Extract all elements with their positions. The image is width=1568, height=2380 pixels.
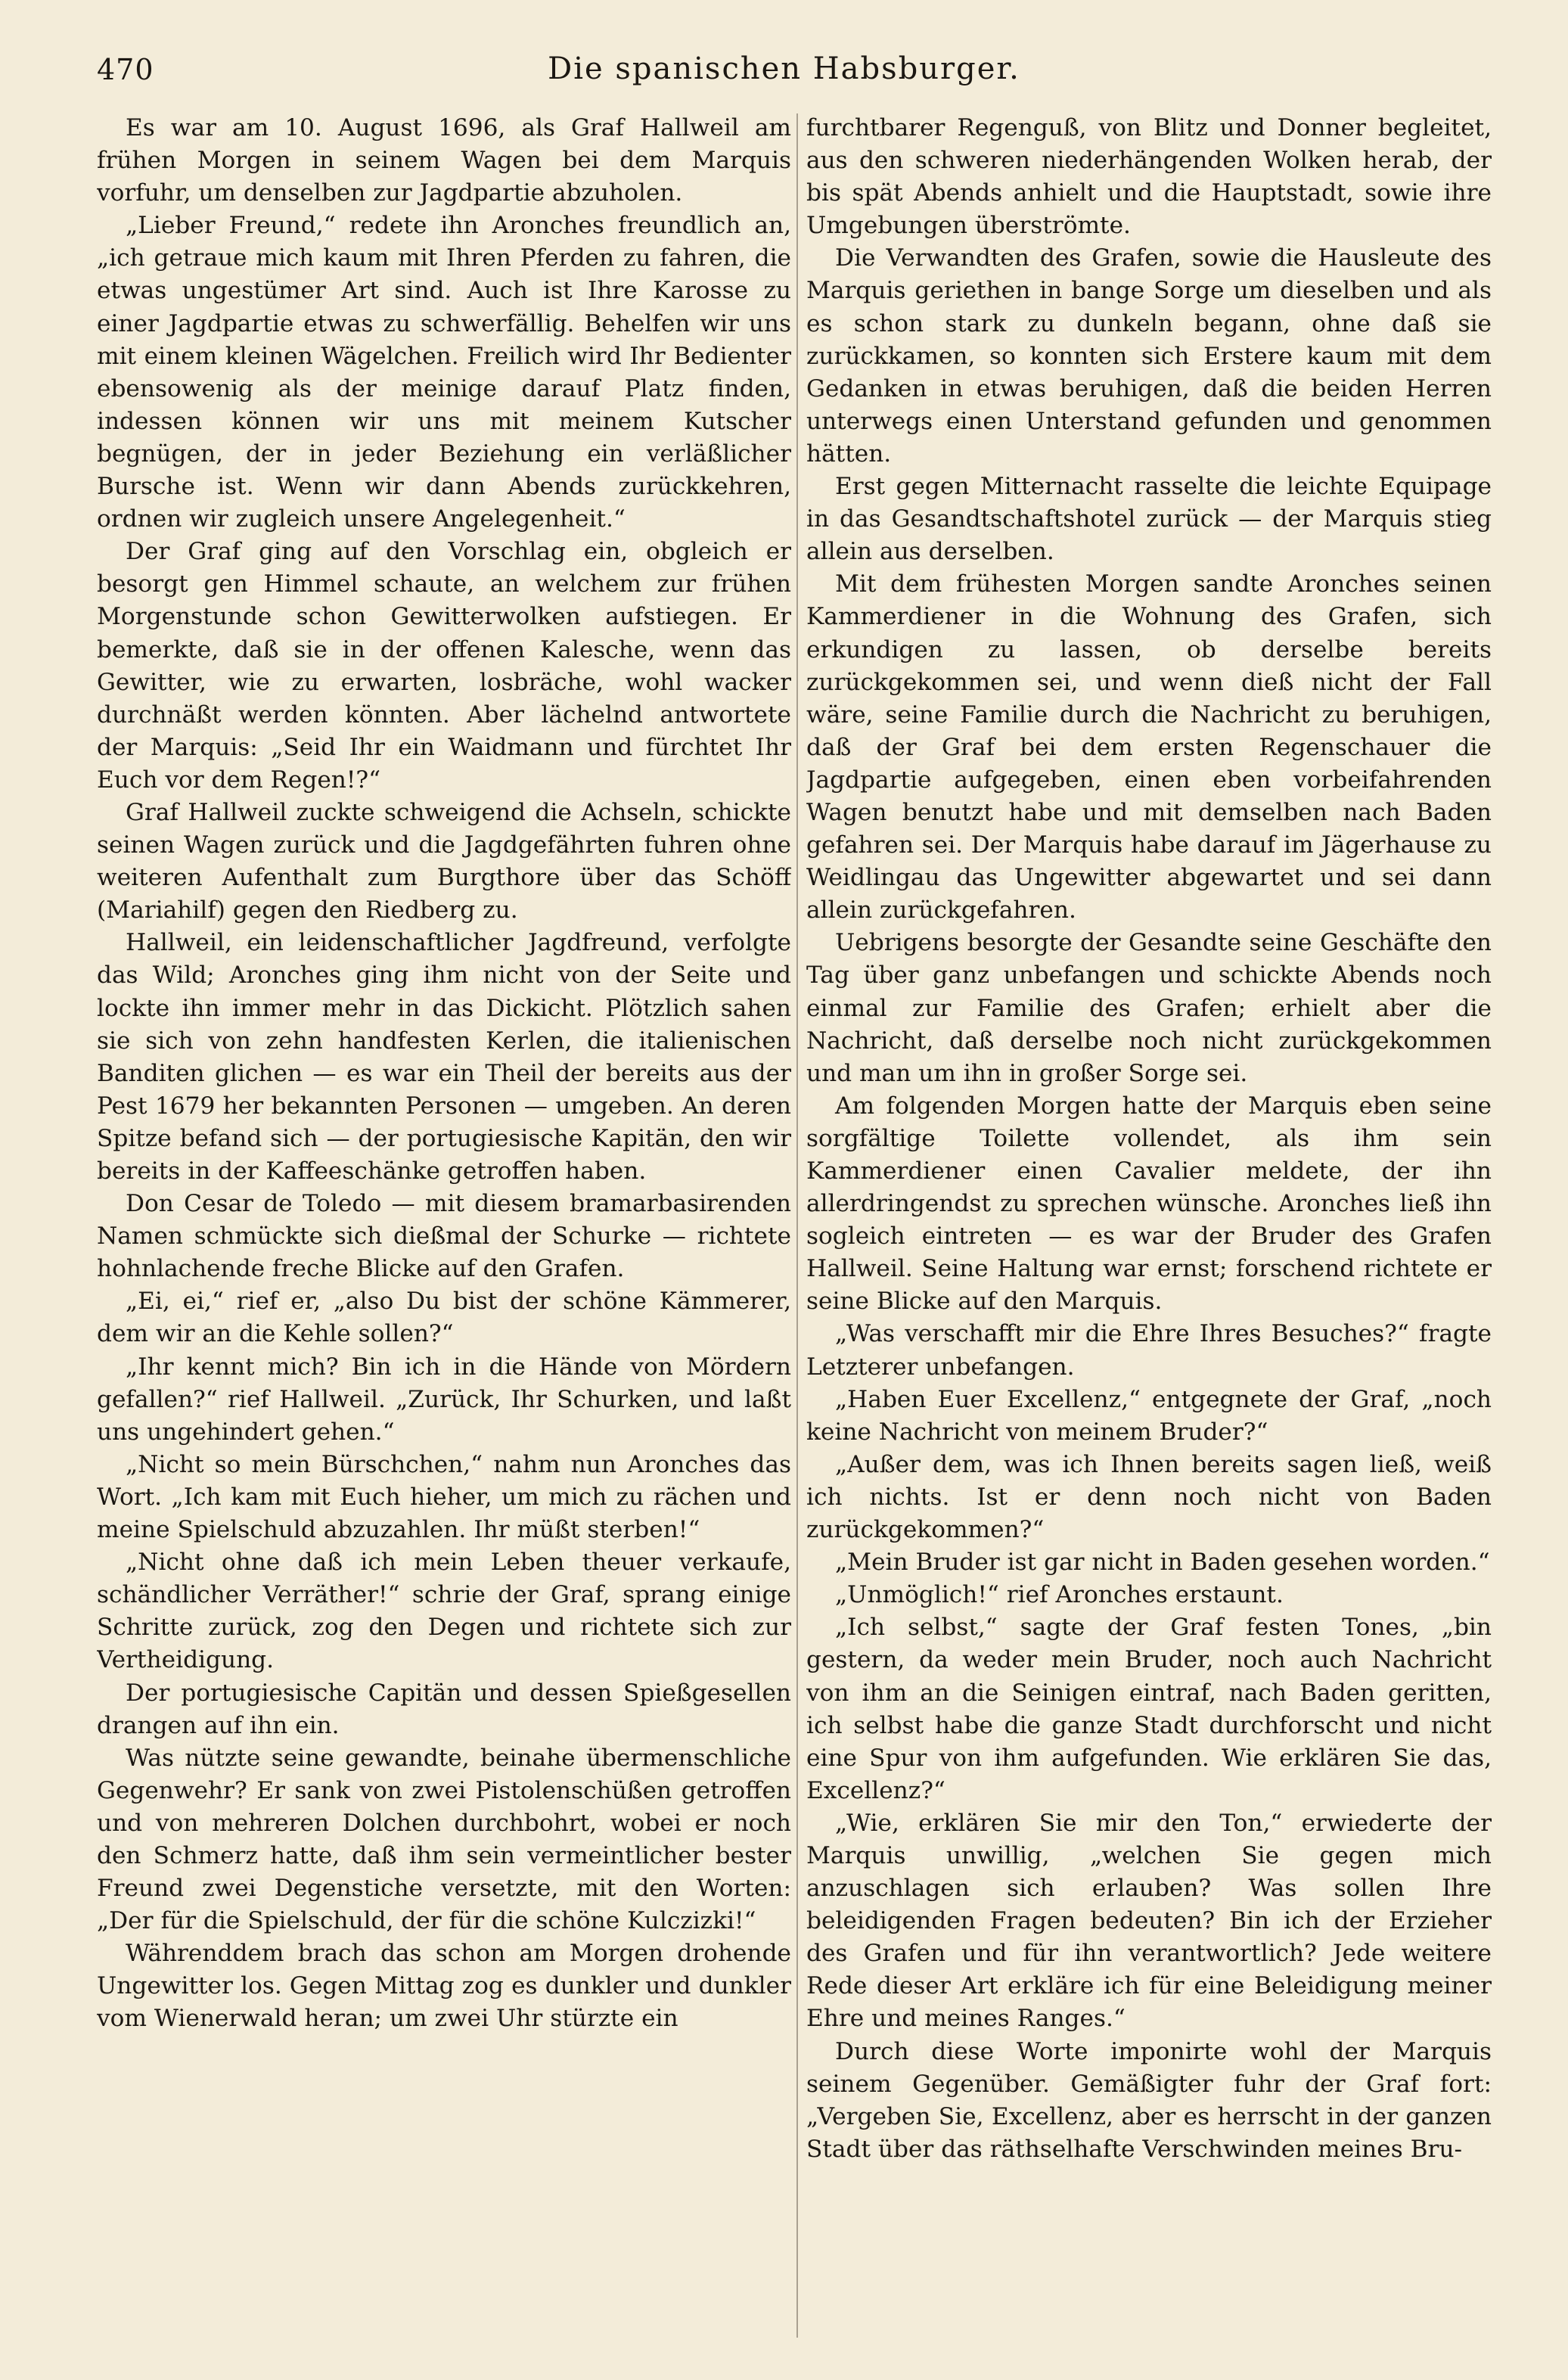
- paragraph: „Ihr kennt mich? Bin ich in die Hände von Mördern gefallen?“ rief Hallweil. „Zurück, Ihr Schurken, und laßt uns ungehindert gehen.“: [97, 1353, 791, 1446]
- paragraph: „Haben Euer Excellenz,“ entgegnete der Graf, „noch keine Nachricht von meinem Bruder?“: [806, 1385, 1492, 1446]
- paragraph: Graf Hallweil zuckte schweigend die Achseln, schickte seinen Wagen zurück und die Jagdgefährten fuhren ohne weiteren Aufenthalt zum Burgthore über das Schöff (Mariahilf) gegen den Riedberg zu.: [97, 798, 791, 924]
- paragraph: Was nützte seine gewandte, beinahe übermenschliche Gegenwehr? Er sank von zwei Pistolenschüßen getroffen und von mehreren Dolchen durchbohrt, wobei er noch den Schmerz hatte, daß ihm sein vermeintlicher bester Freund zwei Degenstiche versetzte, mit den Worten: „Der für die Spielschuld, der für die schöne Kulczizki!“: [97, 1744, 791, 1935]
- paragraph: Der Graf ging auf den Vorschlag ein, obgleich er besorgt gen Himmel schaute, an welchem zur frühen Morgenstunde schon Gewitterwolken aufstiegen. Er bemerkte, daß sie in der offenen Kalesche, wenn das Gewitter, wie zu erwarten, losbräche, wohl wacker durchnäßt werden könnten. Aber lächelnd antwortete der Marquis: „Seid Ihr ein Waidmann und fürchtet Ihr Euch vor dem Regen!?“: [97, 538, 791, 794]
- paragraph: Don Cesar de Toledo — mit diesem bramarbasirenden Namen schmückte sich dießmal der Schurke — richtete hohnlachende freche Blicke auf den Grafen.: [97, 1190, 791, 1283]
- paragraph: „Lieber Freund,“ redete ihn Aronches freundlich an, „ich getraue mich kaum mit Ihren Pferden zu fahren, die etwas ungestümer Art sind. Auch ist Ihre Karosse zu einer Jagdpartie etwas zu schwerfällig. Behelfen wir uns mit einem kleinen Wägelchen. Freilich wird Ihr Bedienter ebensowenig als der meinige darauf Platz finden, indessen können wir uns mit meinem Kutscher begnügen, der in jeder Beziehung ein verläßlicher Bursche ist. Wenn wir dann Abends zurückkehren, ordnen wir zugleich unsere Angelegenheit.“: [97, 212, 791, 533]
- paragraph: Währenddem brach das schon am Morgen drohende Ungewitter los. Gegen Mittag zog es dunkler und dunkler vom Wienerwald heran; um zwei Uhr stürzte ein: [97, 1940, 791, 2033]
- paragraph: Am folgenden Morgen hatte der Marquis eben seine sorgfältige Toilette vollendet, als ihm sein Kammerdiener einen Cavalier meldete, der ihn allerdringendst zu sprechen wünsche. Aronches ließ ihn sogleich eintreten — es war der Bruder des Grafen Hallweil. Seine Haltung war ernst; forschend richtete er seine Blicke auf den Marquis.: [806, 1092, 1492, 1316]
- paragraph-continuation: furchtbarer Regenguß, von Blitz und Donner begleitet, aus den schweren niederhängenden Wolken herab, der bis spät Abends anhielt und die Hauptstadt, sowie ihre Umgebungen überströmte.: [806, 114, 1492, 240]
- paragraph: Erst gegen Mitternacht rasselte die leichte Equipage in das Gesandtschaftshotel zurück — der Marquis stieg allein aus derselben.: [806, 473, 1492, 566]
- left-column: [97, 112, 791, 2357]
- page-number: 470: [97, 53, 154, 86]
- paragraph: „Ei, ei,“ rief er, „also Du bist der schöne Kämmerer, dem wir an die Kehle sollen?“: [97, 1288, 791, 1348]
- paragraph: Durch diese Worte imponirte wohl der Marquis seinem Gegenüber. Gemäßigter fuhr der Graf fort: „Vergeben Sie, Excellenz, aber es herrscht in der ganzen Stadt über das räthselhafte Verschwinden meines Bru-: [806, 2037, 1492, 2163]
- paragraph: „Außer dem, was ich Ihnen bereits sagen ließ, weiß ich nichts. Ist er denn noch nicht von Baden zurückgekommen?“: [806, 1450, 1492, 1544]
- right-column: [806, 112, 1492, 2357]
- paragraph: „Mein Bruder ist gar nicht in Baden gesehen worden.“: [835, 1549, 1490, 1577]
- column-divider: [796, 113, 798, 2338]
- paragraph: „Ich selbst,“ sagte der Graf festen Tones, „bin gestern, da weder mein Bruder, noch auch Nachricht von ihm an die Seinigen eintraf, nach Baden geritten, ich selbst habe die ganze Stadt durchforscht und nicht eine Spur von ihm aufgefunden. Wie erklären Sie das, Excellenz?“: [806, 1614, 1492, 1804]
- paragraph: Es war am 10. August 1696, als Graf Hallweil am frühen Morgen in seinem Wagen bei dem Marquis vorfuhr, um denselben zur Jagdpartie abzuholen.: [97, 114, 791, 207]
- paragraph: Uebrigens besorgte der Gesandte seine Geschäfte den Tag über ganz unbefangen und schickte Abends noch einmal zur Familie des Grafen; erhielt aber die Nachricht, daß derselbe noch nicht zurückgekommen und man um ihn in großer Sorge sei.: [806, 929, 1492, 1087]
- paragraph: Mit dem frühesten Morgen sandte Aronches seinen Kammerdiener in die Wohnung des Grafen, sich erkundigen zu lassen, ob derselbe bereits zurückgekommen sei, und wenn dieß nicht der Fall wäre, seine Familie durch die Nachricht zu beruhigen, daß der Graf bei dem ersten Regenschauer die Jagdpartie aufgegeben, einen eben vorbeifahrenden Wagen benutzt habe und mit demselben nach Baden gefahren sei. Der Marquis habe darauf im Jägerhause zu Weidlingau das Ungewitter abgewartet und sei dann allein zurückgefahren.: [806, 570, 1492, 924]
- paragraph: Der portugiesische Capitän und dessen Spießgesellen drangen auf ihn ein.: [97, 1679, 791, 1739]
- paragraph: „Nicht so mein Bürschchen,“ nahm nun Aronches das Wort. „Ich kam mit Euch hieher, um mich zu rächen und meine Spielschuld abzuzahlen. Ihr müßt sterben!“: [97, 1450, 791, 1544]
- paragraph: „Nicht ohne daß ich mein Leben theuer verkaufe, schändlicher Verräther!“ schrie der Graf, sprang einige Schritte zurück, zog den Degen und richtete sich zur Vertheidigung.: [97, 1549, 791, 1674]
- running-title: Die spanischen Habsburger.: [548, 51, 1020, 86]
- paragraph: „Wie, erklären Sie mir den Ton,“ erwiederte der Marquis unwillig, „welchen Sie gegen mich anzuschlagen sich erlauben? Was sollen Ihre beleidigenden Fragen bedeuten? Bin ich der Erzieher des Grafen und für ihn verantwortlich? Jede weitere Rede dieser Art erkläre ich für eine Beleidigung meiner Ehre und meines Ranges.“: [806, 1809, 1492, 2033]
- paragraph: Die Verwandten des Grafen, sowie die Hausleute des Marquis geriethen in bange Sorge um dieselben und als es schon stark zu dunkeln begann, ohne daß sie zurückkamen, so konnten sich Erstere kaum mit dem Gedanken in etwas beruhigen, daß die beiden Herren unterwegs einen Unterstand gefunden und genommen hätten.: [806, 244, 1492, 468]
- paragraph: „Was verschafft mir die Ehre Ihres Besuches?“ fragte Letzterer unbefangen.: [806, 1320, 1492, 1381]
- paragraph: Hallweil, ein leidenschaftlicher Jagdfreund, verfolgte das Wild; Aronches ging ihm nicht von der Seite und lockte ihn immer mehr in das Dickicht. Plötzlich sahen sie sich von zehn handfesten Kerlen, die italienischen Banditen glichen — es war ein Theil der bereits aus der Pest 1679 her bekannten Personen — umgeben. An deren Spitze befand sich — der portugiesische Kapitän, den wir bereits in der Kaffeeschänke getroffen haben.: [97, 929, 791, 1185]
- paragraph: „Unmöglich!“ rief Aronches erstaunt.: [835, 1581, 1284, 1609]
